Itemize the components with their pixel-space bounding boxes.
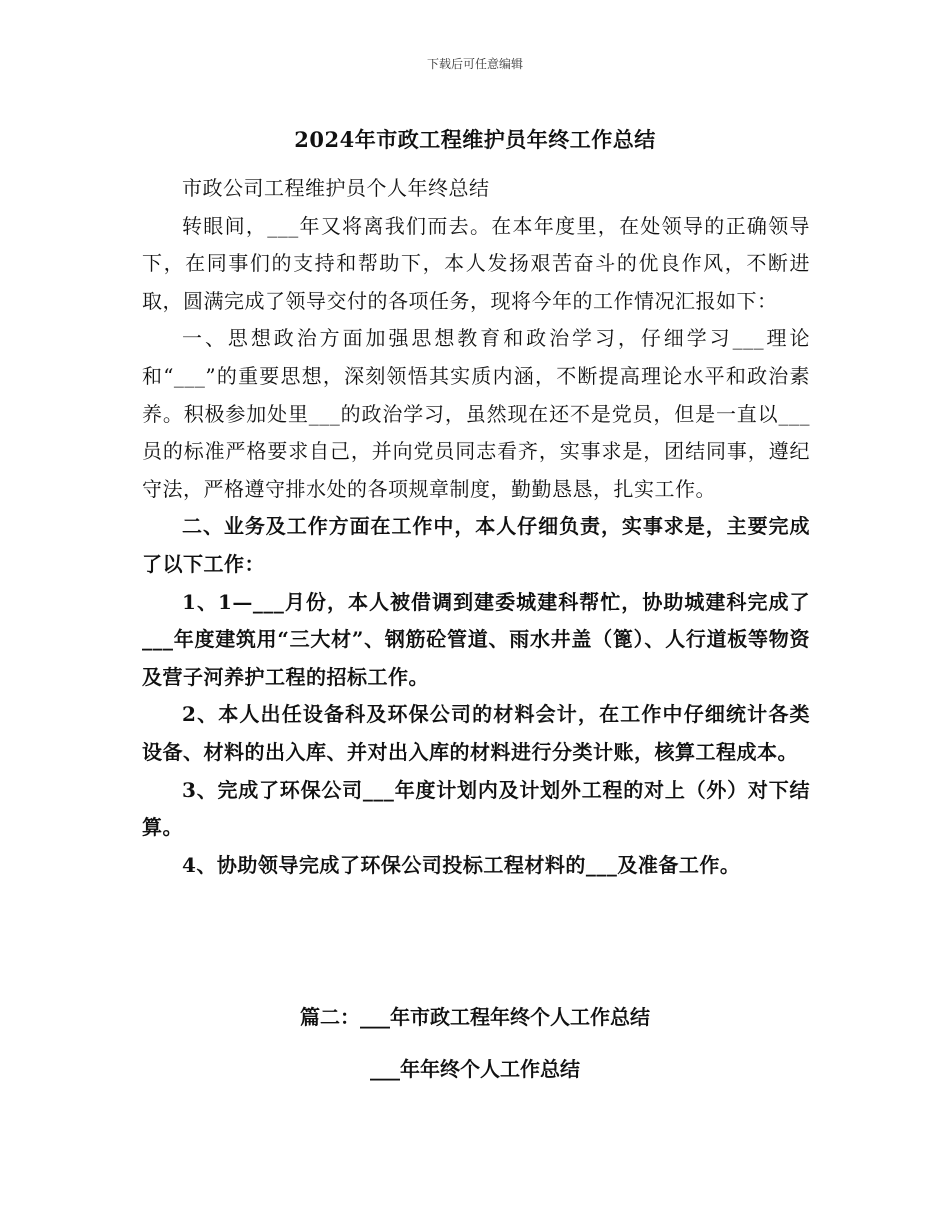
paragraph: 2、本人出任设备科及环保公司的材料会计，在工作中仔细统计各类设备、材料的出入库、并对出入库的材料进行分类计账，核算工程成本。 [142,702,810,764]
document-title: 2024年市政工程维护员年终工作总结 [294,127,656,152]
paragraph: 3、完成了环保公司___年度计划内及计划外工程的对上（外）对下结算。 [142,777,810,840]
paragraph: 市政公司工程维护员个人年终总结 [182,176,490,200]
section-subtitle: ___年年终个人工作总结 [370,1057,580,1081]
section-title-2: 篇二：___年市政工程年终个人工作总结 [300,1005,650,1029]
paragraph: 转眼间，___年又将离我们而去。在本年度里，在处领导的正确领导下，在同事们的支持和帮助下，本人发扬艰苦奋斗的优良作风，不断进取，圆满完成了领导交付的各项任务，现将今年的工作情况汇报如下： [142,213,810,313]
document-body [142,170,810,884]
header-note: 下载后可任意编辑 [426,57,523,71]
paragraph: 一、思想政治方面加强思想教育和政治学习，仔细学习___理论和“___”的重要思想，深刻领悟其实质内涵，不断提高理论水平和政治素养。积极参加处里___的政治学习，虽然现在还不是党员，但是一直以___员的标准严格要求自己，并向党员同志看齐，实事求是，团结同事，遵纪守法，严格遵守排水处的各项规章制度，勤勤恳恳，扎实工作。 [142,326,810,501]
paragraph: 二、业务及工作方面在工作中，本人仔细负责，实事求是，主要完成了以下工作： [142,514,810,576]
paragraph: 1、1—___月份，本人被借调到建委城建科帮忙，协助城建科完成了___年度建筑用“三大材”、钢筋砼管道、雨水井盖（篦）、人行道板等物资及营子河养护工程的招标工作。 [142,589,810,689]
paragraph: 4、协助领导完成了环保公司投标工程材料的___及准备工作。 [182,852,741,877]
